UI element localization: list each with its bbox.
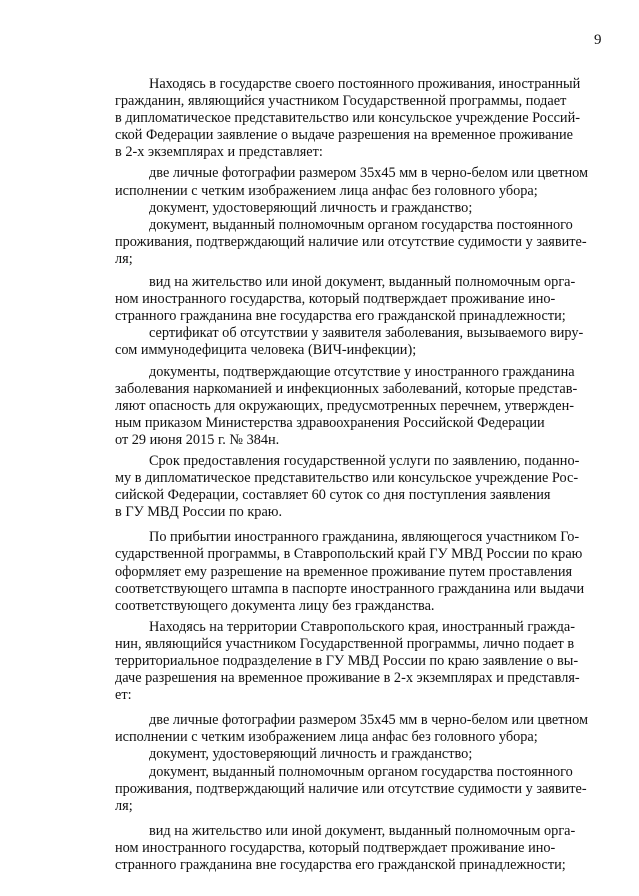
paragraph-arrival: По прибытии иностранного гражданина, являющегося участником Го- сударственной программы, в Ставропольский край ГУ МВД России по краю оформляет ему разрешение на временное проживание путем проставления соответствующего штампа в паспорте иностранного гражданина или выдачи соответствующего документа лицу без гражданства. bbox=[115, 529, 585, 614]
paragraph-medical-documents: документы, подтверждающие отсутствие у иностранного гражданина заболевания наркоманией и инфекционных заболеваний, которые представ- ляют опасность для окружающих, предусмотренных перечнем, утвержден- ным приказом Министерства здравоохранения Российской Федерации от 29 июня 2015 г. № 384н. bbox=[115, 363, 578, 448]
paragraph-photos-2: две личные фотографии размером 35х45 мм в черно-белом или цветном исполнении с четким изображением лица анфас без головного убора; bbox=[115, 712, 589, 746]
paragraph-criminal-record: документ, выданный полномочным органом государства постоянного проживания, подтверждающий наличие или отсутствие судимости у заявите- ля; bbox=[115, 216, 587, 267]
paragraph-service-term: Срок предоставления государственной услуги по заявлению, поданно- му в дипломатическое представительство или консульское учреждение Рос- сийской Федерации, составляет 60 суток со дня поступления заявления в ГУ МВД России по краю. bbox=[115, 452, 580, 521]
paragraph-identity-document-2: документ, удостоверяющий личность и гражданство; bbox=[149, 746, 473, 763]
page-number: 9 bbox=[594, 32, 602, 48]
paragraph-photos: две личные фотографии размером 35х45 мм в черно-белом или цветном исполнении с четким изображением лица анфас без головного убора; bbox=[115, 165, 589, 199]
paragraph-intro-stavropol: Находясь на территории Ставропольского края, иностранный гражда- нин, являющийся участником Государственной программы, лично подает в территориальное подразделение в ГУ МВД России по краю заявление о вы- даче разрешения на временное проживание в 2-х экземплярах и представля- ет: bbox=[115, 618, 580, 704]
document-body bbox=[115, 76, 604, 874]
paragraph-hiv-certificate: сертификат об отсутствии у заявителя заболевания, вызываемого виру- сом иммунодефицита человека (ВИЧ-инфекции); bbox=[115, 325, 584, 359]
paragraph-criminal-record-2: документ, выданный полномочным органом государства постоянного проживания, подтверждающий наличие или отсутствие судимости у заявите- ля; bbox=[115, 763, 587, 814]
paragraph-identity-document: документ, удостоверяющий личность и гражданство; bbox=[149, 199, 473, 216]
paragraph-residence-permit-2: вид на жительство или иной документ, выданный полномочным орга- ном иностранного государства, который подтверждает проживание ино- странного гражданина вне государства его гражданской принадлежности; bbox=[115, 822, 576, 874]
paragraph-intro-abroad: Находясь в государстве своего постоянного проживания, иностранный гражданин, являющийся участником Государственной программы, подает в дипломатическое представительство или консульское учреждение Россий- ской Федерации заявление о выдаче разрешения на временное проживание в 2-х экземплярах и представляет: bbox=[115, 76, 581, 161]
paragraph-residence-permit: вид на жительство или иной документ, выданный полномочным орга- ном иностранного государства, который подтверждает проживание ино- странного гражданина вне государства его гражданской принадлежности; bbox=[115, 274, 576, 325]
